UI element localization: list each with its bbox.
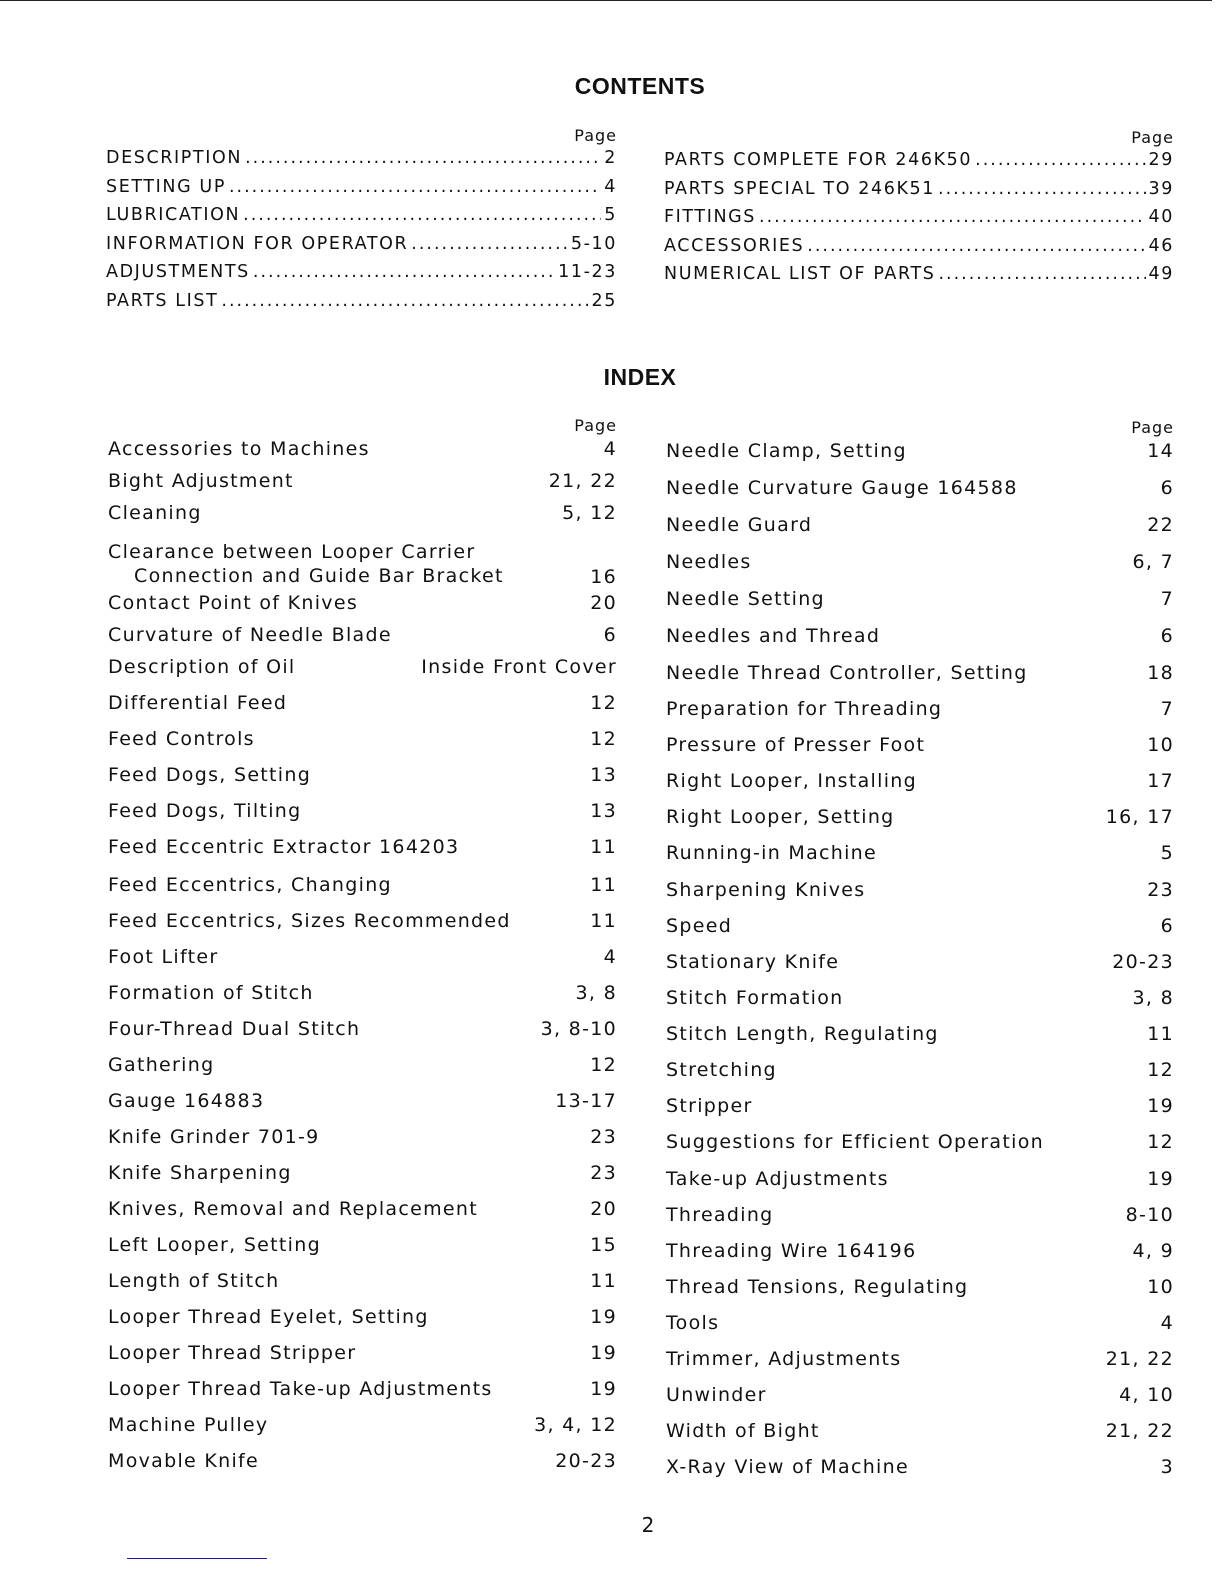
index-entry-label: Sharpening Knives bbox=[666, 879, 866, 901]
index-entry-label: Tools bbox=[666, 1312, 720, 1334]
contents-entry-label: ADJUSTMENTS bbox=[106, 262, 250, 282]
index-entry-page: 11 bbox=[1147, 1023, 1174, 1045]
contents-entry bbox=[664, 236, 1174, 265]
index-entry-page: 19 bbox=[590, 1306, 617, 1328]
contents-entry-page: 2 bbox=[604, 148, 617, 168]
contents-entry bbox=[106, 148, 617, 177]
index-entry-page: 19 bbox=[1147, 1168, 1174, 1190]
contents-entry-page: 4 bbox=[604, 176, 617, 197]
index-entry-label: Right Looper, Setting bbox=[666, 806, 895, 828]
index-entry-page: 6 bbox=[1160, 625, 1174, 647]
index-entry-page: 4, 9 bbox=[1132, 1240, 1174, 1262]
index-entry-label: Preparation for Threading bbox=[666, 698, 943, 720]
index-entry bbox=[108, 470, 617, 502]
index-entry bbox=[666, 879, 1174, 915]
index-entry-label: Feed Dogs, Tilting bbox=[108, 800, 302, 822]
contents-entry bbox=[664, 264, 1174, 293]
index-entry-label: Gauge 164883 bbox=[108, 1090, 265, 1112]
index-entry bbox=[108, 800, 617, 836]
contents-entry bbox=[664, 207, 1174, 236]
leader-dots bbox=[938, 264, 1145, 284]
index-entry-label: Stripper bbox=[666, 1095, 753, 1117]
index-entry-label: Machine Pulley bbox=[108, 1414, 269, 1436]
index-entry bbox=[666, 1456, 1174, 1492]
index-entry-page: 12 bbox=[590, 692, 617, 714]
index-entry-page: 4 bbox=[603, 946, 617, 968]
index-entry bbox=[666, 1168, 1174, 1204]
index-entry-label: Looper Thread Stripper bbox=[108, 1342, 357, 1364]
index-entry-label: Needles bbox=[666, 551, 752, 573]
index-entry-page: 5 bbox=[1160, 842, 1174, 864]
contents-right-page-header: Page bbox=[1131, 128, 1174, 147]
index-entry-page: 10 bbox=[1147, 1276, 1174, 1298]
index-entry bbox=[666, 842, 1174, 879]
leader-dots bbox=[229, 177, 601, 197]
index-entry-page: 12 bbox=[590, 728, 617, 750]
index-entry bbox=[108, 534, 617, 592]
contents-entry-page: 40 bbox=[1148, 207, 1174, 227]
contents-entry-label: DESCRIPTION bbox=[106, 148, 243, 168]
index-entry-label: Left Looper, Setting bbox=[108, 1234, 321, 1256]
index-entry-label: Looper Thread Take-up Adjustments bbox=[108, 1378, 493, 1400]
leader-dots bbox=[253, 262, 555, 282]
contents-entry bbox=[106, 234, 617, 263]
top-rule bbox=[0, 0, 1212, 1]
contents-right-column bbox=[664, 128, 1174, 293]
index-entry-page: 14 bbox=[1147, 440, 1174, 462]
index-entry-label: Feed Eccentrics, Sizes Recommended bbox=[108, 910, 511, 932]
index-entry-label-continued: Connection and Guide Bar Bracket bbox=[134, 565, 504, 587]
index-entry-label: Differential Feed bbox=[108, 692, 288, 714]
index-entry-page: 23 bbox=[590, 1126, 617, 1148]
index-entry-page: 21, 22 bbox=[1105, 1348, 1174, 1370]
index-entry-label: Threading bbox=[666, 1204, 774, 1226]
index-entry bbox=[108, 1450, 617, 1486]
index-entry-label: X-Ray View of Machine bbox=[666, 1456, 909, 1478]
index-entry bbox=[108, 1126, 617, 1162]
index-entry bbox=[666, 1023, 1174, 1059]
index-entry-page: 3, 8 bbox=[1132, 987, 1174, 1009]
index-entry-label: Four-Thread Dual Stitch bbox=[108, 1018, 361, 1040]
index-entry-label: Contact Point of Knives bbox=[108, 592, 359, 614]
contents-entry-page: 29 bbox=[1148, 150, 1174, 170]
contents-entry bbox=[664, 179, 1174, 208]
index-entry bbox=[108, 764, 617, 800]
index-entry-label: Accessories to Machines bbox=[108, 438, 370, 460]
index-entry bbox=[666, 915, 1174, 951]
index-entry-label: Feed Controls bbox=[108, 728, 255, 750]
index-entry-page: 3, 4, 12 bbox=[534, 1414, 617, 1436]
index-entry bbox=[666, 770, 1174, 806]
index-entry-label: Needles and Thread bbox=[666, 625, 881, 647]
index-entry bbox=[108, 1270, 617, 1306]
index-entry bbox=[666, 734, 1174, 770]
index-right-column bbox=[666, 418, 1174, 1492]
index-entry bbox=[108, 874, 617, 910]
index-entry-page: 8-10 bbox=[1125, 1204, 1174, 1226]
leader-dots bbox=[807, 236, 1145, 256]
index-entry-page: 4 bbox=[1160, 1312, 1174, 1334]
index-entry-label: Needle Thread Controller, Setting bbox=[666, 662, 1028, 684]
index-entry-label: Trimmer, Adjustments bbox=[666, 1348, 902, 1370]
index-entry bbox=[108, 1054, 617, 1090]
index-entry-page: 3 bbox=[1160, 1456, 1174, 1478]
index-entry bbox=[108, 1198, 617, 1234]
index-entry bbox=[666, 1348, 1174, 1384]
index-left-column bbox=[108, 416, 617, 1486]
contents-entry-label: NUMERICAL LIST OF PARTS bbox=[664, 264, 936, 284]
index-entry bbox=[666, 951, 1174, 987]
index-entry-page: 15 bbox=[590, 1234, 617, 1256]
index-entry-label: Thread Tensions, Regulating bbox=[666, 1276, 969, 1298]
contents-title: CONTENTS bbox=[574, 73, 706, 99]
index-entry-label: Width of Bight bbox=[666, 1420, 820, 1442]
index-entry bbox=[108, 910, 617, 946]
index-entry bbox=[108, 836, 617, 874]
index-entry bbox=[666, 1131, 1174, 1168]
leader-dots bbox=[759, 207, 1146, 227]
index-entry-page: 3, 8-10 bbox=[540, 1018, 617, 1040]
contents-left-column bbox=[106, 126, 617, 319]
index-entry-page: 13 bbox=[590, 800, 617, 822]
contents-entry-page: 11-23 bbox=[558, 262, 617, 282]
contents-entry bbox=[106, 205, 617, 234]
leader-dots bbox=[938, 179, 1146, 199]
index-entry-page: 12 bbox=[1147, 1131, 1174, 1153]
index-entry-label: Stationary Knife bbox=[666, 951, 840, 973]
index-entry bbox=[108, 728, 617, 764]
index-entry-page: 13-17 bbox=[555, 1090, 617, 1112]
index-entry bbox=[666, 1059, 1174, 1095]
index-entry bbox=[108, 438, 617, 470]
index-entry bbox=[666, 1240, 1174, 1276]
index-entry-label: Feed Eccentric Extractor 164203 bbox=[108, 836, 460, 858]
index-entry-label: Needle Setting bbox=[666, 588, 825, 610]
index-entry bbox=[108, 656, 617, 692]
index-entry-label: Feed Eccentrics, Changing bbox=[108, 874, 392, 896]
index-entry-label: Formation of Stitch bbox=[108, 982, 314, 1004]
index-entry-page: 10 bbox=[1147, 734, 1174, 756]
index-entry-page: 22 bbox=[1147, 514, 1174, 536]
index-title: INDEX bbox=[603, 364, 677, 390]
index-entry bbox=[108, 692, 617, 728]
index-entry bbox=[108, 946, 617, 982]
index-entry-page: 23 bbox=[1147, 879, 1174, 901]
index-entry bbox=[666, 588, 1174, 625]
index-entry-label: Cleaning bbox=[108, 502, 202, 524]
index-entry bbox=[108, 624, 617, 656]
index-entry bbox=[108, 1090, 617, 1126]
index-right-list bbox=[666, 440, 1174, 1492]
index-entry-page: 5, 12 bbox=[562, 502, 617, 524]
index-entry bbox=[666, 1420, 1174, 1456]
index-left-list bbox=[108, 438, 617, 1486]
contents-entry-label: SETTING UP bbox=[106, 176, 226, 197]
index-entry-page: 11 bbox=[590, 1270, 617, 1292]
index-entry-page: 19 bbox=[1147, 1095, 1174, 1117]
index-entry-label: Running-in Machine bbox=[666, 842, 878, 864]
index-entry bbox=[108, 1414, 617, 1450]
index-right-page-header: Page bbox=[1131, 418, 1174, 437]
index-entry bbox=[108, 1306, 617, 1342]
index-entry-page: 23 bbox=[590, 1162, 617, 1184]
index-entry-label: Threading Wire 164196 bbox=[666, 1240, 917, 1262]
index-entry bbox=[666, 477, 1174, 514]
leader-dots bbox=[221, 291, 588, 311]
index-entry-label: Needle Curvature Gauge 164588 bbox=[666, 477, 1018, 499]
index-entry bbox=[666, 1095, 1174, 1131]
index-entry-label: Stitch Length, Regulating bbox=[666, 1023, 939, 1045]
index-entry bbox=[666, 698, 1174, 734]
contents-entry-page: 46 bbox=[1148, 235, 1174, 256]
index-entry-page: 13 bbox=[590, 764, 617, 786]
index-entry-label: Knife Sharpening bbox=[108, 1162, 292, 1184]
contents-entry-page: 5-10 bbox=[570, 233, 617, 254]
footer-rule bbox=[127, 1558, 267, 1559]
index-entry-page: 21, 22 bbox=[1105, 1420, 1174, 1442]
leader-dots bbox=[243, 205, 601, 225]
index-entry-page: 6 bbox=[603, 624, 617, 646]
contents-entry-label: INFORMATION FOR OPERATOR bbox=[106, 233, 409, 254]
contents-entry bbox=[106, 291, 617, 320]
index-entry bbox=[108, 1018, 617, 1054]
index-entry-label: Looper Thread Eyelet, Setting bbox=[108, 1306, 429, 1328]
index-entry-page: 19 bbox=[590, 1378, 617, 1400]
index-entry-label: Knives, Removal and Replacement bbox=[108, 1198, 478, 1220]
index-entry-label: Stitch Formation bbox=[666, 987, 844, 1009]
index-entry bbox=[108, 982, 617, 1018]
index-entry bbox=[666, 987, 1174, 1023]
index-entry-page: 4 bbox=[603, 438, 617, 460]
index-entry-label: Movable Knife bbox=[108, 1450, 260, 1472]
contents-entry bbox=[664, 150, 1174, 179]
index-entry-page: 21, 22 bbox=[548, 470, 617, 492]
index-entry bbox=[666, 1204, 1174, 1240]
index-entry-page: 16, 17 bbox=[1105, 806, 1174, 828]
index-entry-label: Needle Clamp, Setting bbox=[666, 440, 907, 462]
index-entry-label: Unwinder bbox=[666, 1384, 767, 1406]
contents-entry-label: PARTS LIST bbox=[106, 290, 219, 311]
contents-right-list bbox=[664, 150, 1174, 293]
contents-entry-page: 39 bbox=[1148, 178, 1174, 199]
index-entry-label: Foot Lifter bbox=[108, 946, 219, 968]
index-entry-page: 20-23 bbox=[1112, 951, 1174, 973]
index-entry-label: Right Looper, Installing bbox=[666, 770, 917, 792]
page-number: 2 bbox=[641, 1513, 655, 1537]
index-left-page-header: Page bbox=[574, 416, 617, 435]
index-entry-page: 3, 8 bbox=[575, 982, 617, 1004]
index-entry-page: 20 bbox=[590, 592, 617, 614]
contents-entry-label: ACCESSORIES bbox=[664, 235, 805, 256]
contents-left-page-header: Page bbox=[574, 126, 617, 145]
contents-entry bbox=[106, 177, 617, 206]
leader-dots bbox=[975, 150, 1145, 170]
index-entry-page: 20 bbox=[590, 1198, 617, 1220]
index-entry-label: Gathering bbox=[108, 1054, 215, 1076]
index-entry-page: 20-23 bbox=[555, 1450, 617, 1472]
index-entry-page: 7 bbox=[1160, 588, 1174, 610]
index-entry-page: 19 bbox=[590, 1342, 617, 1364]
index-entry-page: 18 bbox=[1147, 662, 1174, 684]
index-entry-label: Needle Guard bbox=[666, 514, 813, 536]
index-entry-page: 7 bbox=[1160, 698, 1174, 720]
index-entry-label: Suggestions for Efficient Operation bbox=[666, 1131, 1044, 1153]
index-entry bbox=[108, 592, 617, 624]
contents-entry-label: FITTINGS bbox=[664, 207, 757, 227]
index-entry-page: 11 bbox=[590, 836, 617, 858]
index-entry-page: 4, 10 bbox=[1119, 1384, 1174, 1406]
index-entry-page: 11 bbox=[590, 874, 617, 896]
contents-entry-label: PARTS COMPLETE FOR 246K50 bbox=[664, 150, 973, 170]
contents-entry bbox=[106, 262, 617, 291]
index-entry-label: Clearance between Looper Carrier bbox=[108, 541, 476, 563]
index-entry bbox=[666, 551, 1174, 588]
index-entry-label: Bight Adjustment bbox=[108, 470, 294, 492]
index-entry-label: Knife Grinder 701-9 bbox=[108, 1126, 320, 1148]
index-entry-page: 16 bbox=[590, 566, 617, 588]
index-entry-page: 11 bbox=[590, 910, 617, 932]
index-entry bbox=[666, 440, 1174, 477]
index-entry bbox=[108, 1162, 617, 1198]
leader-dots bbox=[411, 234, 568, 254]
index-entry-page: 12 bbox=[590, 1054, 617, 1076]
index-entry bbox=[666, 1312, 1174, 1348]
index-entry-label-block bbox=[108, 540, 504, 588]
contents-entry-page: 25 bbox=[591, 290, 617, 311]
contents-entry-label: PARTS SPECIAL TO 246K51 bbox=[664, 178, 936, 199]
index-entry bbox=[108, 1378, 617, 1414]
index-entry bbox=[666, 662, 1174, 698]
index-entry-page: 17 bbox=[1147, 770, 1174, 792]
index-entry bbox=[108, 502, 617, 534]
index-entry-label: Speed bbox=[666, 915, 733, 937]
contents-entry-page: 49 bbox=[1148, 264, 1174, 284]
index-entry-label: Description of Oil bbox=[108, 656, 296, 678]
index-entry bbox=[666, 625, 1174, 662]
index-entry-page: 6, 7 bbox=[1132, 551, 1174, 573]
contents-entry-page: 5 bbox=[604, 205, 617, 225]
index-entry bbox=[108, 1234, 617, 1270]
index-entry-page: 12 bbox=[1147, 1059, 1174, 1081]
contents-entry-label: LUBRICATION bbox=[106, 205, 241, 225]
index-entry-label: Pressure of Presser Foot bbox=[666, 734, 926, 756]
index-entry-page: Inside Front Cover bbox=[421, 656, 617, 678]
index-entry-label: Take-up Adjustments bbox=[666, 1168, 889, 1190]
index-entry-label: Stretching bbox=[666, 1059, 777, 1081]
index-entry-page: 6 bbox=[1160, 915, 1174, 937]
index-entry-page: 6 bbox=[1160, 477, 1174, 499]
index-entry bbox=[108, 1342, 617, 1378]
index-entry-label: Length of Stitch bbox=[108, 1270, 280, 1292]
index-entry bbox=[666, 1384, 1174, 1420]
index-entry bbox=[666, 1276, 1174, 1312]
index-entry-label: Curvature of Needle Blade bbox=[108, 624, 392, 646]
index-entry-label: Feed Dogs, Setting bbox=[108, 764, 312, 786]
index-entry bbox=[666, 806, 1174, 842]
index-entry bbox=[666, 514, 1174, 551]
leader-dots bbox=[245, 148, 601, 168]
contents-left-list bbox=[106, 148, 617, 319]
